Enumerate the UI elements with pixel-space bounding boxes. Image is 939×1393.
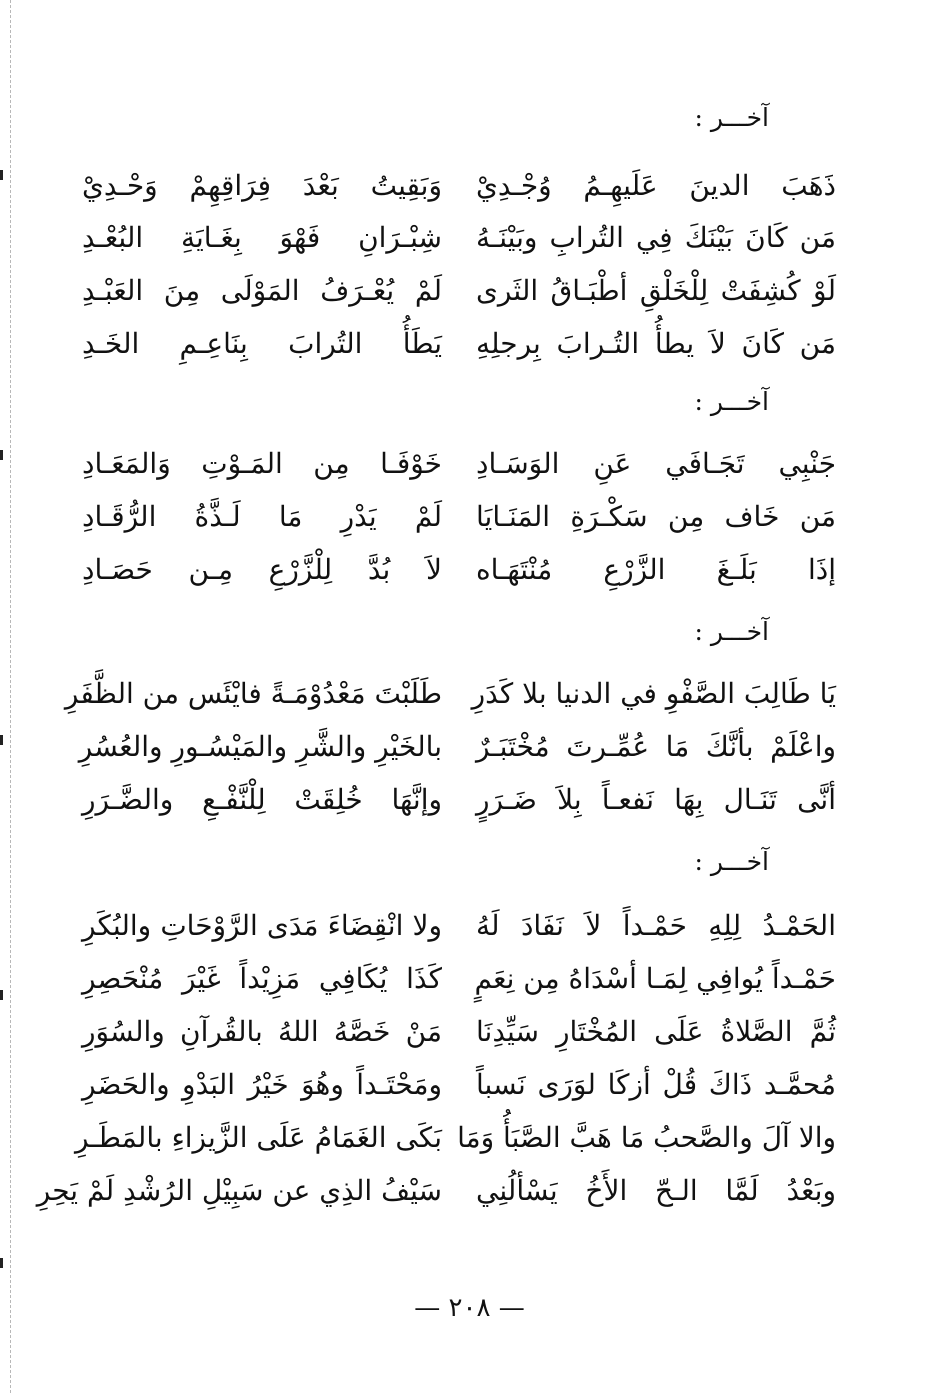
- page-edge-mark: [0, 1258, 3, 1268]
- verse-second-hemistich: وَبَقِيتُ بَعْدَ فِرَاقِهِمْ وَحْـدِيْ: [82, 169, 442, 202]
- verse-first-hemistich: مُحمَّـد ذَاكَ قُلْ أزكَا لوَرَى نَسباً: [476, 1068, 836, 1101]
- verse-first-hemistich: والا آلَ والصَّحبُ مَا هَبَّ الصَّبَأُ وَمَا: [457, 1121, 836, 1154]
- section-heading: آخـــر :: [694, 387, 769, 416]
- page-edge-mark: [0, 170, 3, 180]
- verse-second-hemistich: ومَحْتَـداً وهُوَ خَيْرُ البَدْوِ والحَضَرِ: [82, 1068, 442, 1101]
- section-heading: آخـــر :: [694, 103, 769, 132]
- verse-second-hemistich: ولا انْقِضَاءَ مَدَى الرَّوْحَاتِ والبُكَرِ: [82, 909, 442, 942]
- verse-first-hemistich: الحَمْـدُ لِلِهِ حَمْـداً لاَ نَفَادَ لَهُ: [476, 909, 836, 942]
- verse-first-hemistich: جَنْبِي تَجَـافَي عَنِ الوَسَـادِ: [476, 447, 836, 480]
- page-edge-mark: [0, 735, 3, 745]
- section-heading: آخـــر :: [694, 617, 769, 646]
- page-edge-mark: [0, 450, 3, 460]
- verse-second-hemistich: خَوْفَـا مِن المَـوْتِ وَالمَعَـادِ: [82, 447, 442, 480]
- section-heading: آخـــر :: [694, 847, 769, 876]
- verse-first-hemistich: مَن كَانَ بَيْنَكَ فِي التُرابِ وبَيْنَـهُ: [476, 221, 836, 254]
- verse-second-hemistich: شِبْـرَانِ فَهْوَ بِغَـايَةِ البُعْـدِ: [82, 221, 442, 254]
- verse-first-hemistich: وبَعْدُ لَمَّا الـحّ الأَخُ يَسْألُنِي: [476, 1174, 836, 1207]
- verse-second-hemistich: لَمْ يُعْـرَفُ المَوْلَى مِنَ العَبْـدِ: [82, 274, 442, 307]
- verse-second-hemistich: يَطَأُ التُرابَ بِنَاعِـمِ الخَـدِ: [82, 327, 442, 360]
- verse-second-hemistich: لاَ بُدَّ لِلْزَّرْعِ مِـن حَصَـادِ: [82, 553, 442, 586]
- verse-first-hemistich: ذَهَبَ الدينَ عَلَيهِـمُ وُجْـدِيْ: [476, 169, 836, 202]
- verse-second-hemistich: بالخَيْرِ والشَّرِ والمَيْسُـورِ والعُسُرِ: [78, 730, 442, 763]
- verse-first-hemistich: يَا طَالِبَ الصَّفْوِ في الدنيا بلا كَدَرِ: [471, 677, 836, 710]
- verse-second-hemistich: لَمْ يَدْرِ مَا لَـذَّةُ الرُّقَـادِ: [82, 500, 442, 533]
- verse-first-hemistich: ثُمَّ الصَّلاةُ عَلَى المُخْتَارِ سَيِّدِنَا: [476, 1015, 836, 1048]
- verse-second-hemistich: طَلَبْتَ مَعْدُوْمَـةً فايْئَس من الظَّفَرِ: [64, 677, 442, 710]
- verse-first-hemistich: حَمْـداً يُوافِي لِمَـا أسْدَاهُ مِن نِعَمٍ: [474, 962, 836, 995]
- verse-first-hemistich: واعْلَمْ بأنَّكَ مَا عُمِّـرتَ مُخْتَبَـرٌ: [476, 730, 836, 763]
- page-number: — ٢٠٨ —: [414, 1293, 525, 1323]
- verse-first-hemistich: مَن خَاف مِن سَكْـرَةِ المَنَـايَا: [476, 500, 836, 533]
- verse-first-hemistich: مَن كَانَ لاَ يطأُ التُـرابَ بِرجلِهِ: [476, 327, 836, 360]
- verse-second-hemistich: مَنْ خَصَّهُ اللهُ بالقُرآنِ والسُوَرِ: [82, 1015, 442, 1048]
- page-edge-mark: [0, 990, 3, 1000]
- verse-first-hemistich: أنَّى تَنَـال بِهَا نَفعـاً بِلاَ ضَـرَرٍ: [476, 783, 836, 816]
- verse-first-hemistich: لَوْ كُشِفَتْ لِلْخَلْقِ أطْبَـاقُ الثَرى: [476, 274, 836, 307]
- verse-second-hemistich: بَكَى الغَمَامُ عَلَى الزَّيزاءِ بالمَطَـرِ: [75, 1121, 442, 1154]
- page-fold-line: [10, 0, 11, 1393]
- verse-second-hemistich: وإنَّهَا خُلِقَتْ لِلْنَّفْـعِ والضَّـرَرِ: [82, 783, 442, 816]
- verse-first-hemistich: إذَا بَلَـغَ الزَّرْعِ مُنْتَهَـاه: [476, 553, 836, 586]
- verse-second-hemistich: كَذَا يُكَافِي مَزِيْداً غَيْرَ مُنْحَصِرِ: [82, 962, 442, 995]
- verse-second-hemistich: سَيْفُ الذِي عن سَبِيْلِ الرُشْدِ لَمْ يَحِرِ: [36, 1174, 442, 1207]
